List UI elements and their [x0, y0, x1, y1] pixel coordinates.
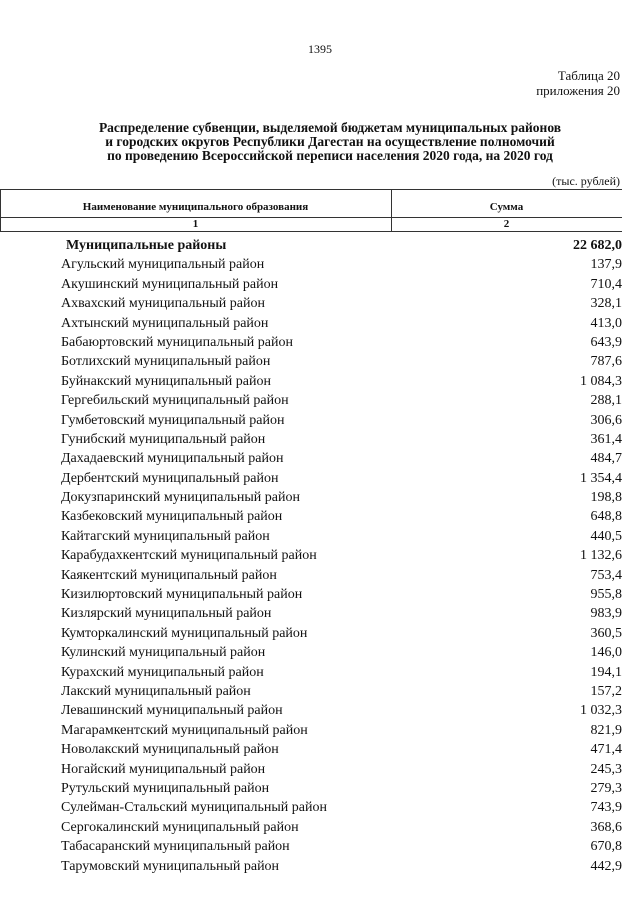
table-reference-line2: приложения 20 — [536, 83, 620, 98]
district-name: Кумторкалинский муниципальный район — [61, 625, 308, 641]
district-name: Новолакский муниципальный район — [61, 742, 279, 758]
district-name: Дахадаевский муниципальный район — [61, 451, 284, 467]
district-name: Ногайский муниципальный район — [61, 761, 266, 777]
district-name: Гергебильский муниципальный район — [61, 393, 289, 409]
group-amount: 22 682,0 — [573, 238, 622, 253]
district-name: Табасаранский муниципальный район — [61, 839, 290, 855]
table-row — [0, 857, 622, 876]
district-amount: 288,1 — [590, 393, 622, 409]
district-amount: 442,9 — [590, 858, 622, 874]
district-name: Тарумовский муниципальный район — [61, 858, 280, 874]
district-amount: 643,9 — [590, 334, 622, 350]
district-amount: 1 132,6 — [580, 548, 622, 564]
table-row — [0, 507, 622, 526]
district-name: Лакский муниципальный район — [61, 683, 251, 699]
district-name: Курахский муниципальный район — [61, 664, 264, 680]
district-name: Каякентский муниципальный район — [61, 567, 277, 583]
table-row — [0, 430, 622, 449]
district-name: Казбековский муниципальный район — [61, 509, 283, 525]
table-row — [0, 682, 622, 701]
table-row — [0, 372, 622, 391]
district-amount: 194,1 — [590, 664, 622, 680]
district-name: Карабудахкентский муниципальный район — [61, 548, 317, 564]
table-border-numbers — [0, 231, 622, 232]
district-amount: 157,2 — [590, 683, 622, 699]
district-name: Левашинский муниципальный район — [61, 703, 283, 719]
table-row — [0, 449, 622, 468]
table-body — [0, 236, 622, 876]
district-amount: 821,9 — [590, 722, 622, 738]
table-row — [0, 333, 622, 352]
units-label: (тыс. рублей) — [552, 174, 620, 188]
district-name: Бабаюртовский муниципальный район — [61, 334, 293, 350]
table-row — [0, 585, 622, 604]
table-row — [0, 314, 622, 333]
page-number: 1395 — [308, 42, 332, 56]
table-row — [0, 624, 622, 643]
table-row — [0, 488, 622, 507]
district-amount: 1 084,3 — [580, 373, 622, 389]
district-name: Магарамкентский муниципальный район — [61, 722, 308, 738]
district-amount: 306,6 — [590, 412, 622, 428]
table-reference-line1: Таблица 20 — [557, 68, 620, 83]
district-amount: 743,9 — [590, 800, 622, 816]
table-row — [0, 740, 622, 759]
district-name: Ботлихский муниципальный район — [61, 354, 271, 370]
table-row — [0, 275, 622, 294]
table-row — [0, 779, 622, 798]
district-amount: 484,7 — [590, 451, 622, 467]
district-amount: 471,4 — [590, 742, 622, 758]
district-amount: 1 032,3 — [580, 703, 622, 719]
district-name: Дербентский муниципальный район — [61, 470, 279, 486]
table-row — [0, 566, 622, 585]
district-name: Кизилюртовский муниципальный район — [61, 587, 303, 603]
table-row — [0, 721, 622, 740]
district-name: Агульский муниципальный район — [61, 257, 265, 273]
table-row — [0, 527, 622, 546]
group-name: Муниципальные районы — [66, 238, 227, 253]
district-amount: 753,4 — [590, 567, 622, 583]
district-amount: 279,3 — [590, 780, 622, 796]
table-row — [0, 643, 622, 662]
table-row — [0, 701, 622, 720]
column-header-name: Наименование муниципального образования — [82, 201, 309, 213]
district-amount: 245,3 — [590, 761, 622, 777]
table-row — [0, 352, 622, 371]
column-number-2: 2 — [503, 218, 510, 230]
district-amount: 983,9 — [590, 606, 622, 622]
district-name: Гумбетовский муниципальный район — [61, 412, 285, 428]
district-amount: 146,0 — [590, 645, 622, 661]
district-name: Сергокалинский муниципальный район — [61, 819, 299, 835]
title-line3: по проведению Всероссийской переписи населения 2020 года, на 2020 год — [107, 148, 553, 163]
district-amount: 368,6 — [590, 819, 622, 835]
district-amount: 413,0 — [590, 315, 622, 331]
district-name: Акушинский муниципальный район — [61, 276, 279, 292]
document-title — [60, 121, 600, 163]
table-border-top — [0, 189, 622, 190]
district-amount: 710,4 — [590, 276, 622, 292]
district-name: Докузпаринский муниципальный район — [61, 490, 300, 506]
table-row — [0, 255, 622, 274]
district-amount: 440,5 — [590, 528, 622, 544]
table-row — [0, 663, 622, 682]
district-amount: 361,4 — [590, 431, 622, 447]
district-name: Ахтынский муниципальный район — [61, 315, 269, 331]
district-amount: 328,1 — [590, 296, 622, 312]
district-amount: 787,6 — [590, 354, 622, 370]
district-name: Кайтагский муниципальный район — [61, 528, 270, 544]
table-row — [0, 837, 622, 856]
district-amount: 1 354,4 — [580, 470, 622, 486]
table-row — [0, 818, 622, 837]
title-line1: Распределение субвенции, выделяемой бюджетам муниципальных районов — [98, 120, 562, 135]
table-row — [0, 604, 622, 623]
title-line2: и городских округов Республики Дагестан на осуществление полномочий — [105, 134, 555, 149]
district-amount: 198,8 — [590, 490, 622, 506]
table-row — [0, 469, 622, 488]
district-name: Гунибский муниципальный район — [61, 431, 266, 447]
district-amount: 670,8 — [590, 839, 622, 855]
district-amount: 648,8 — [590, 509, 622, 525]
district-name: Кулинский муниципальный район — [61, 645, 266, 661]
table-row — [0, 411, 622, 430]
district-name: Рутульский муниципальный район — [61, 780, 270, 796]
district-amount: 137,9 — [590, 257, 622, 273]
district-name: Кизлярский муниципальный район — [61, 606, 272, 622]
district-name: Ахвахский муниципальный район — [61, 296, 265, 312]
table-row — [0, 546, 622, 565]
table-row — [0, 760, 622, 779]
column-header-amount: Сумма — [489, 201, 524, 213]
column-number-1: 1 — [192, 218, 199, 230]
district-amount: 955,8 — [590, 587, 622, 603]
table-row — [0, 391, 622, 410]
table-reference — [536, 68, 620, 98]
table-row — [0, 798, 622, 817]
table-row-group — [0, 236, 622, 255]
district-amount: 360,5 — [590, 625, 622, 641]
district-name: Сулейман-Стальский муниципальный район — [61, 800, 327, 816]
table-row — [0, 294, 622, 313]
district-name: Буйнакский муниципальный район — [61, 373, 271, 389]
